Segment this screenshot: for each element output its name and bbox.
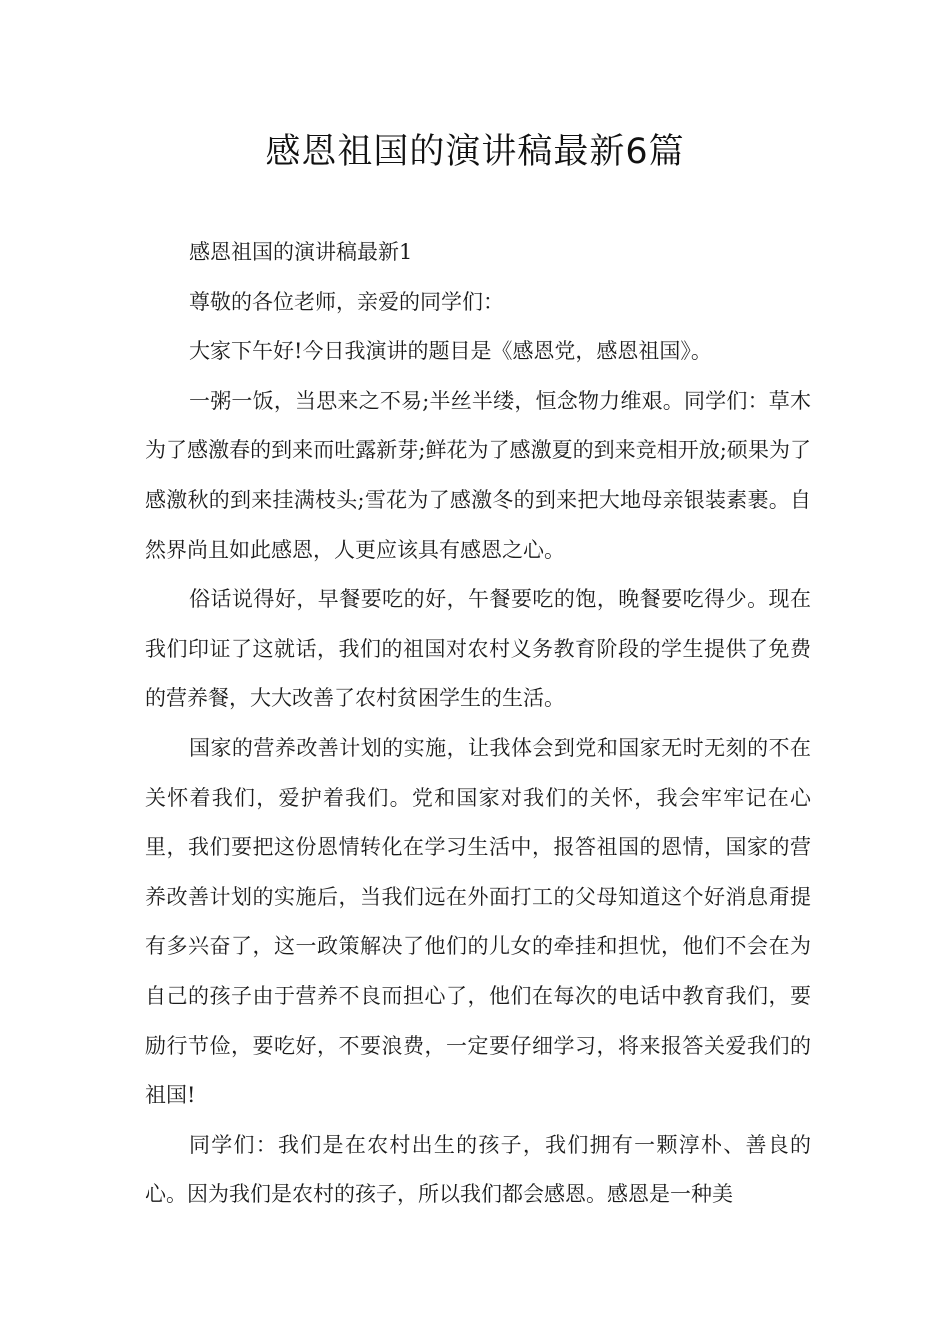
salutation: 尊敬的各位老师，亲爱的同学们： — [189, 289, 504, 314]
paragraph: 国家的营养改善计划的实施，让我体会到党和国家无时无刻的不在关怀着我们，爱护着我们。党和国家对我们的关怀，我会牢牢记在心里，我们要把这份恩情转化在学习生活中，报答祖国的恩情，国家的营养改善计划的实施后，当我们远在外面打工的父母知道这个好消息甭提有多兴奋了，这一政策解决了他们的儿女的牵挂和担忧，他们不会在为自己的孩子由于营养不良而担心了，他们在每次的电话中教育我们，要励行节俭，要吃好，不要浪费，一定要仔细学习，将来报答关爱我们的祖国! — [145, 735, 811, 1108]
paragraph: 大家下午好!今日我演讲的题目是《感恩党，感恩祖国》。 — [189, 339, 712, 364]
paragraph: 同学们：我们是在农村出生的孩子，我们拥有一颗淳朴、善良的心。因为我们是农村的孩子，所以我们都会感恩。感恩是一种美 — [145, 1132, 811, 1207]
document-title: 感恩祖国的演讲稿最新6篇 — [265, 132, 685, 172]
document-body — [145, 228, 811, 1220]
section-heading: 感恩祖国的演讲稿最新1 — [189, 240, 413, 264]
paragraph: 俗话说得好，早餐要吃的好，午餐要吃的饱，晚餐要吃得少。现在我们印证了这就话，我们的祖国对农村义务教育阶段的学生提供了免费的营养餐，大大改善了农村贫困学生的生活。 — [145, 587, 811, 711]
paragraph: 一粥一饭，当思来之不易;半丝半缕，恒念物力维艰。同学们：草木为了感激春的到来而吐露新芽;鲜花为了感激夏的到来竞相开放;硕果为了感激秋的到来挂满枝头;雪花为了感激冬的到来把大地母亲银装素裹。自然界尚且如此感恩，人更应该具有感恩之心。 — [145, 388, 811, 562]
